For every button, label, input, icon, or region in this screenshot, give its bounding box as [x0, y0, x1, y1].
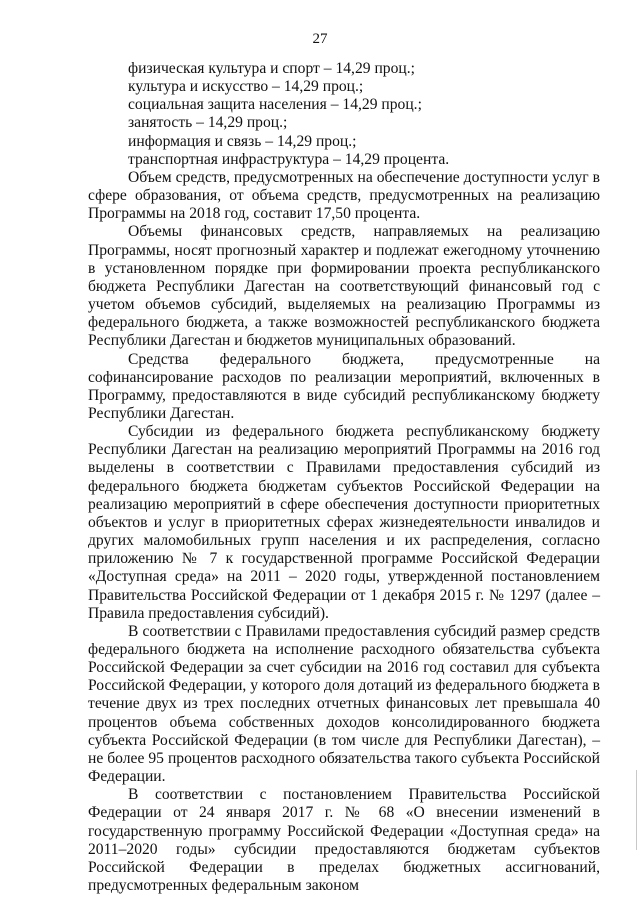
scan-edge-line	[636, 770, 637, 850]
paragraph: Средства федерального бюджета, предусмотренные на софинансирование расходов по реализации мероприятий, включенных в Программу, предоставляются в виде субсидий республиканскому бюджету Республики Дагестан.	[88, 350, 600, 422]
paragraph: Объемы финансовых средств, направляемых на реализацию Программы, носят прогнозный характер и подлежат ежегодному уточнению в установленном порядке при формировании проекта республиканского бюджета Республики Дагестан на соответствующий финансовый год с учетом объемов субсидий, выделяемых на реализацию Программы из федерального бюджета, а также возможностей республиканского бюджета Республики Дагестан и бюджетов муниципальных образований.	[88, 223, 600, 350]
page-number: 27	[312, 31, 328, 47]
list-item: занятость – 14,29 проц.;	[128, 114, 288, 132]
list-item: социальная защита населения – 14,29 проц.;	[128, 96, 422, 114]
paragraph: Объем средств, предусмотренных на обеспечение доступности услуг в сфере образования, от объема средств, предусмотренных на реализацию Программы на 2018 год, составит 17,50 процента.	[88, 168, 600, 223]
list-item: физическая культура и спорт – 14,29 проц.;	[128, 60, 415, 77]
paragraph: В соответствии с постановлением Правительства Российской Федерации от 24 января 2017 г. № 68 «О внесении изменений в государственную программу Российской Федерации «Доступная среда» на 2011–2020 годы» субсидии предоставляются бюджетам субъектов Российской Федерации в пределах бюджетных ассигнований, предусмотренных федеральным законом	[88, 786, 600, 895]
list-item: информация и связь – 14,29 проц.;	[128, 132, 357, 150]
list-item: транспортная инфраструктура – 14,29 процента.	[128, 150, 450, 168]
paragraph: В соответствии с Правилами предоставления субсидий размер средств федерального бюджета на исполнение расходного обязательства субъекта Российской Федерации за счет субсидии на 2016 год составил для субъекта Российской Федерации, у которого доля дотаций из федерального бюджета в течение двух из трех последних отчетных финансовых лет превышала 40 процентов объема собственных доходов консолидированного бюджета субъекта Российской Федерации (в том числе для Республики Дагестан), – не более 95 процентов расходного обязательства такого субъекта Российской Федерации.	[88, 622, 600, 786]
document-body	[88, 60, 600, 895]
list-item: культура и искусство – 14,29 проц.;	[128, 78, 364, 96]
paragraph: Субсидии из федерального бюджета республиканскому бюджету Республики Дагестан на реализацию мероприятий Программы на 2016 год выделены в соответствии с Правилами предоставления субсидий из федерального бюджета бюджетам субъектов Российской Федерации на реализацию мероприятий в сфере обеспечения доступности приоритетных объектов и услуг в приоритетных сферах жизнедеятельности инвалидов и других маломобильных групп населения и их распределения, согласно приложению № 7 к государственной программе Российской Федерации «Доступная среда» на 2011 – 2020 годы, утвержденной постановлением Правительства Российской Федерации от 1 декабря 2015 г. № 1297 (далее – Правила предоставления субсидий).	[88, 423, 600, 622]
